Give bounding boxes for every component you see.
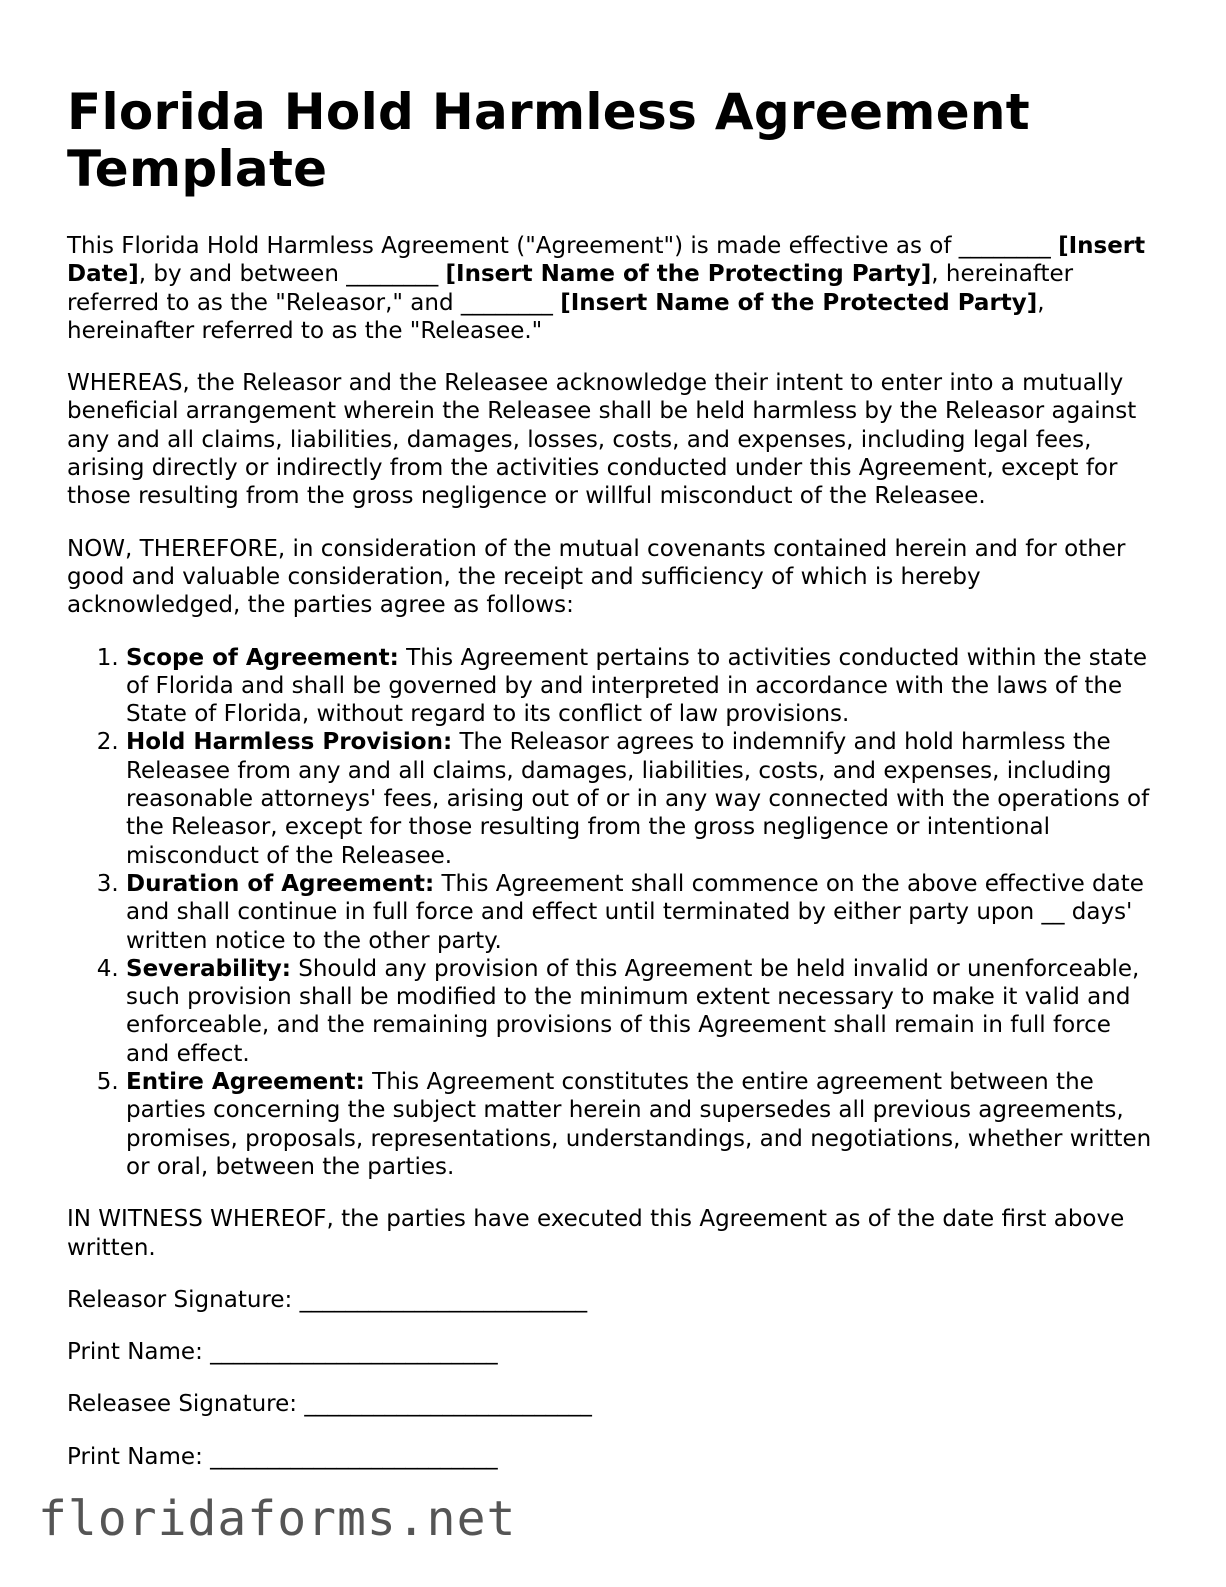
clause-list xyxy=(67,644,1157,1182)
clause-item xyxy=(126,728,1157,869)
clause-text: This Agreement constitutes the entire agreement between the parties concerning the subject matter herein and supersedes all previous agreements, promises, proposals, representations, understandings, and negotiations, whether written or oral, between the parties. xyxy=(126,1069,1152,1180)
protected-party-placeholder: [Insert Name of the Protected Party] xyxy=(560,289,1038,316)
clause-item xyxy=(126,644,1157,729)
releasee-print-name-line: Print Name: _________________________ xyxy=(67,1443,498,1470)
clause-item xyxy=(126,1068,1157,1181)
document-page xyxy=(67,84,1157,1471)
witness-paragraph: IN WITNESS WHEREOF, the parties have executed this Agreement as of the date first above written. xyxy=(67,1206,1125,1261)
intro-text-4: , hereinafter referred to as the "Releasee." xyxy=(67,289,1045,344)
releasor-signature-line: Releasor Signature: _________________________ xyxy=(67,1286,588,1313)
intro-text-3: , hereinafter referred to as the "Releasor," and ________ xyxy=(67,261,1074,316)
clause-heading: Scope of Agreement: xyxy=(126,644,399,671)
clause-text: The Releasor agrees to indemnify and hold harmless the Releasee from any and all claims, damages, liabilities, costs, and expenses, including reasonable attorneys' fees, arising out of or in any way connected with the operations of the Releasor, except for those resulting from the gross negligence or intentional misconduct of the Releasee. xyxy=(126,729,1150,869)
releasee-signature-line: Releasee Signature: _________________________ xyxy=(67,1391,592,1418)
whereas-paragraph: WHEREAS, the Releasor and the Releasee acknowledge their intent to enter into a mutually beneficial arrangement wherein the Releasee shall be held harmless by the Releasor against any and all claims, liabilities, damages, losses, costs, and expenses, including legal fees, arising directly or indirectly from the activities conducted under this Agreement, except for those resulting from the gross negligence or willful misconduct of the Releasee. xyxy=(67,370,1137,510)
now-therefore-paragraph: NOW, THEREFORE, in consideration of the mutual covenants contained herein and for other good and valuable consideration, the receipt and sufficiency of which is hereby acknowledged, the parties agree as follows: xyxy=(67,535,1126,619)
protecting-party-placeholder: [Insert Name of the Protecting Party] xyxy=(445,261,932,288)
watermark-text: floridaforms.net xyxy=(38,1491,517,1547)
document-title: Florida Hold Harmless Agreement Template xyxy=(67,83,1031,198)
clause-heading: Severability: xyxy=(126,955,291,982)
intro-text-1: This Florida Hold Harmless Agreement ("Agreement") is made effective as of ________ xyxy=(67,233,1059,259)
clause-item xyxy=(126,870,1157,955)
clause-text: Should any provision of this Agreement be held invalid or unenforceable, such provision shall be modified to the minimum extent necessary to make it valid and enforceable, and the remaining provisions of this Agreement shall remain in full force and effect. xyxy=(126,955,1140,1067)
date-placeholder: [Insert Date] xyxy=(67,233,1146,288)
clause-heading: Entire Agreement: xyxy=(126,1069,365,1096)
intro-text-2: , by and between ________ xyxy=(138,261,446,288)
clause-text: This Agreement shall commence on the above effective date and shall continue in full force and effect until terminated by either party upon __ days' written notice to the other party. xyxy=(126,870,1144,954)
clause-item xyxy=(126,955,1157,1068)
clause-heading: Duration of Agreement: xyxy=(126,870,435,897)
intro-paragraph xyxy=(67,232,1157,345)
clause-text: This Agreement pertains to activities conducted within the state of Florida and shall be governed by and interpreted in accordance with the laws of the State of Florida, without regard to its conflict of law provisions. xyxy=(126,644,1148,728)
releasor-print-name-line: Print Name: _________________________ xyxy=(67,1339,498,1366)
clause-heading: Hold Harmless Provision: xyxy=(126,729,453,756)
